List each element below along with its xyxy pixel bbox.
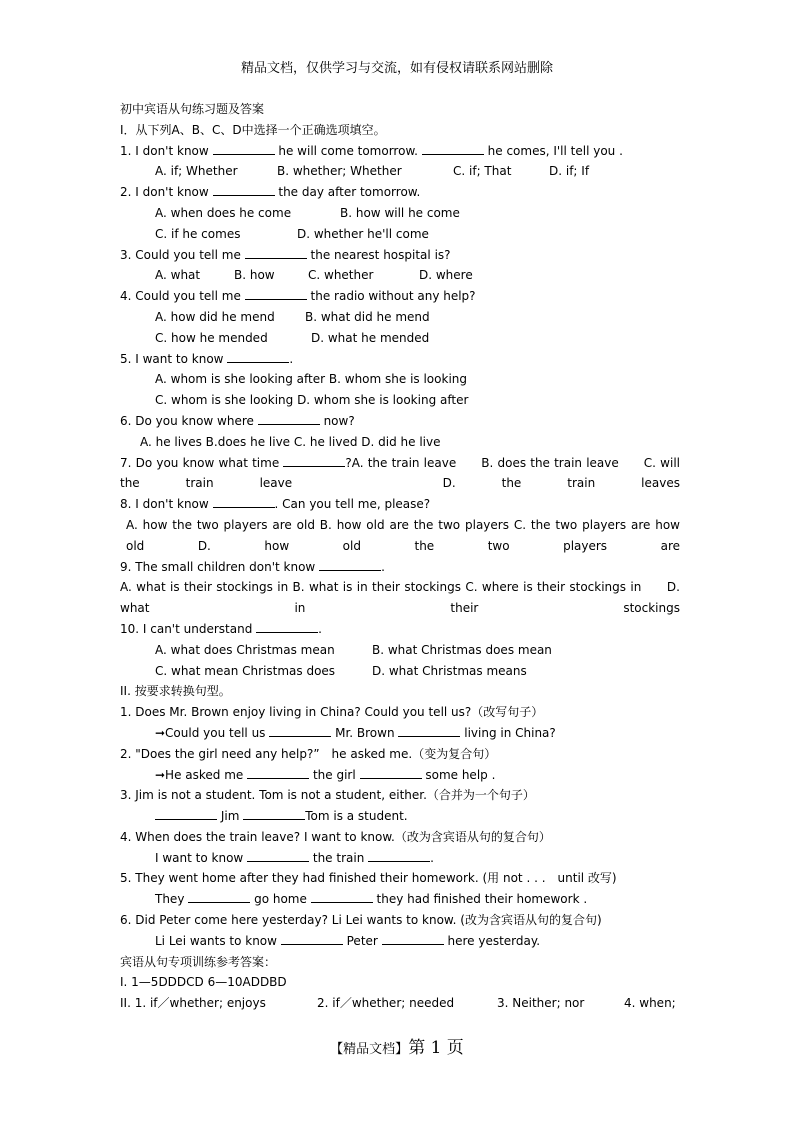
question-1-options: A. if; Whether B. whether; Whether C. if; That D. if; If: [155, 164, 590, 179]
question-10-options-a: A. what does Christmas mean B. what Christmas does mean: [155, 642, 552, 657]
transform-4-answer: I want to know the train .: [155, 850, 434, 865]
transform-3-answer: Jim Tom is a student.: [120, 806, 680, 827]
question-8-options: A. how the two players are old B. how old are the two players C. the two players are how old D. how old the two players are: [126, 517, 680, 553]
question-4-options-b: C. how he mended D. what he mended: [155, 330, 430, 345]
transform-5-answer: They go home they had finished their homework .: [155, 892, 588, 907]
question-9: 9. The small children don't know .: [120, 559, 385, 574]
question-5: 5. I want to know .: [120, 351, 294, 366]
question-6: 6. Do you know where now?: [120, 413, 355, 428]
answer-blank: [213, 142, 275, 155]
answers-heading: 宾语从句专项训练参考答案：: [120, 954, 277, 969]
question-9-options: A. what is their stockings in B. what is in their stockings C. where is their stockings in D. what in their stockings: [120, 580, 680, 616]
question-6-options: A. he lives B.does he live C. he lived D. did he live: [140, 434, 441, 449]
answer-blank: [213, 183, 275, 196]
answer-blank: [283, 454, 345, 467]
question-7: 7. Do you know what time ?A. the train leave B. does the train leave C. will the train leave D. the train leaves: [120, 455, 680, 491]
answer-blank: [422, 142, 484, 155]
question-3-options: A. what B. how C. whether D. where: [155, 268, 473, 283]
transform-1-answer: ➞Could you tell us Mr. Brown living in China?: [155, 725, 556, 740]
section-1-heading: I．从下列A、B、C、D中选择一个正确选项填空。: [120, 122, 386, 137]
transform-2: 2. "Does the girl need any help?” he asked me.（变为复合句）: [120, 746, 497, 761]
document-title: 初中宾语从句练习题及答案: [120, 102, 265, 116]
transform-3: 3. Jim is not a student. Tom is not a student, either.（合并为一个句子）: [120, 788, 535, 803]
answer-blank: [360, 766, 422, 779]
question-5-options-a: A. whom is she looking after B. whom she is looking: [155, 372, 467, 387]
question-5-options-b: C. whom is she looking D. whom she is looking after: [155, 393, 469, 408]
answer-blank: [258, 412, 320, 425]
footer-brand: 【精品文档】: [330, 1042, 409, 1057]
answer-blank: [398, 724, 460, 737]
question-4-options-a: A. how did he mend B. what did he mend: [155, 309, 430, 324]
question-3: 3. Could you tell me the nearest hospital is?: [120, 247, 451, 262]
answer-blank: [247, 766, 309, 779]
page-number: 第 1 页: [408, 1038, 464, 1058]
answer-blank: [368, 849, 430, 862]
answer-blank: [247, 849, 309, 862]
question-1: 1. I don't know he will come tomorrow. he comes, I'll tell you .: [120, 143, 623, 158]
answer-blank: [188, 890, 250, 903]
answer-blank: [281, 932, 343, 945]
page-footer: [0, 1033, 794, 1058]
question-10: 10. I can't understand .: [120, 621, 322, 636]
question-4: 4. Could you tell me the radio without any help?: [120, 289, 476, 304]
answer-blank: [256, 620, 318, 633]
transform-6-answer: Li Lei wants to know Peter here yesterday.: [155, 933, 541, 948]
question-2-options-b: C. if he comes D. whether he'll come: [155, 226, 429, 241]
answers-part-1: I. 1—5DDDCD 6—10ADDBD: [120, 975, 287, 990]
question-2-options-a: A. when does he come B. how will he come: [155, 205, 460, 220]
answer-blank: [227, 350, 289, 363]
answer-blank: [245, 246, 307, 259]
document-body: [120, 99, 680, 1014]
answer-blank: [319, 558, 381, 571]
transform-4: 4. When does the train leave? I want to know.（改为含宾语从句的复合句）: [120, 829, 551, 844]
question-2: 2. I don't know the day after tomorrow.: [120, 185, 421, 200]
answer-blank: [311, 890, 373, 903]
answer-blank: [213, 495, 275, 508]
answer-blank: [155, 807, 217, 820]
answer-blank: [269, 724, 331, 737]
answer-blank: [245, 287, 307, 300]
question-8: 8. I don't know . Can you tell me, please?: [120, 497, 431, 512]
transform-1: 1. Does Mr. Brown enjoy living in China? Could you tell us?（改写句子）: [120, 705, 544, 720]
section-2-heading: II. 按要求转换句型。: [120, 684, 231, 699]
question-10-options-b: C. what mean Christmas does D. what Christmas means: [155, 663, 527, 678]
answer-blank: [243, 807, 305, 820]
transform-2-answer: ➞He asked me the girl some help .: [155, 767, 496, 782]
transform-6: 6. Did Peter come here yesterday? Li Lei wants to know. (改为含宾语从句的复合句): [120, 913, 602, 928]
answers-part-2: II. 1. if／whether; enjoys 2. if／whether; needed 3. Neither; nor 4. when;: [120, 996, 676, 1011]
page-header: 精品文档，仅供学习与交流，如有侵权请联系网站删除: [240, 61, 553, 76]
transform-5: 5. They went home after they had finished their homework. (用 not . . . until 改写): [120, 871, 617, 886]
answer-blank: [382, 932, 444, 945]
